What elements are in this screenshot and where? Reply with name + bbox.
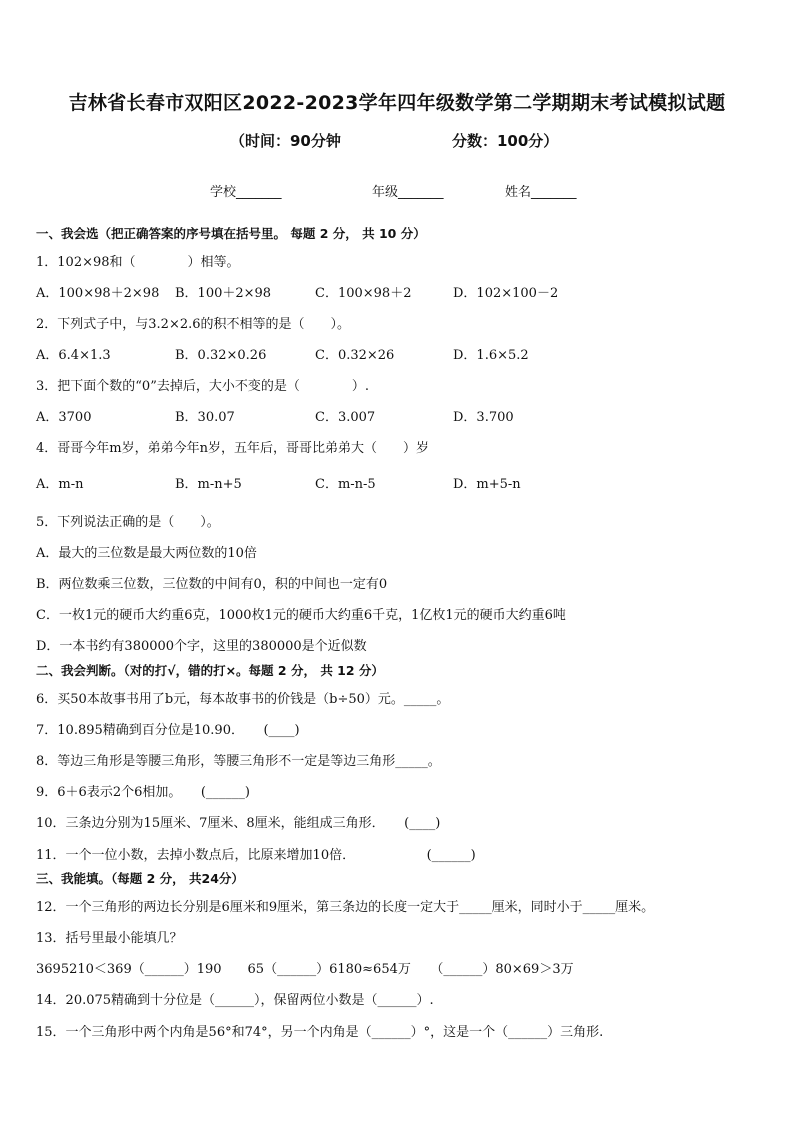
q2-option-a: A．6.4×1.3 bbox=[36, 348, 111, 363]
school-field: 学校_______ bbox=[210, 185, 282, 200]
q2-option-b: B．0.32×0.26 bbox=[175, 348, 267, 363]
question-15: 15．一个三角形中两个内角是56°和74°，另一个内角是（______）°，这是一个（______）三角形. bbox=[36, 1025, 604, 1040]
page-title: 吉林省长春市双阳区2022-2023学年四年级数学第二学期期末考试模拟试题 bbox=[68, 92, 726, 114]
question-9: 9．6＋6表示2个6相加。 (______) bbox=[36, 785, 250, 800]
exam-time: （时间：90分钟 bbox=[230, 132, 341, 150]
question-13-items: 3695210＜369（______）190 65（______）6180≈654万 （______）80×69＞3万 bbox=[36, 962, 574, 977]
q4-option-a: A．m-n bbox=[36, 477, 84, 492]
question-8: 8．等边三角形是等腰三角形，等腰三角形不一定是等边三角形_____。 bbox=[36, 754, 441, 769]
section-heading-1: 一、我会选（把正确答案的序号填在括号里。 每题 2 分， 共 10 分） bbox=[36, 226, 426, 241]
question-6: 6．买50本故事书用了b元，每本故事书的价钱是（b÷50）元。_____。 bbox=[36, 692, 450, 707]
question-12: 12．一个三角形的两边长分别是6厘米和9厘米，第三条边的长度一定大于_____厘米，同时小于_____厘米。 bbox=[36, 900, 655, 915]
q5-option-d: D．一本书约有380000个字，这里的380000是个近似数 bbox=[36, 639, 367, 654]
q3-option-d: D．3.700 bbox=[453, 410, 514, 425]
name-field: 姓名_______ bbox=[505, 185, 577, 200]
q4-option-c: C．m-n-5 bbox=[315, 477, 376, 492]
section-heading-2: 二、我会判断。（对的打√，错的打×。每题 2 分， 共 12 分） bbox=[36, 663, 384, 678]
q3-option-a: A．3700 bbox=[36, 410, 92, 425]
q5-option-a: A．最大的三位数是最大两位数的10倍 bbox=[36, 546, 257, 561]
q1-option-b: B．100＋2×98 bbox=[175, 286, 272, 301]
q5-option-b: B．两位数乘三位数，三位数的中间有0，积的中间也一定有0 bbox=[36, 577, 388, 592]
q3-option-c: C．3.007 bbox=[315, 410, 376, 425]
question-14: 14．20.075精确到十分位是（______），保留两位小数是（______）. bbox=[36, 993, 434, 1008]
question-1: 1．102×98和（ ）相等。 bbox=[36, 255, 240, 270]
question-3: 3．把下面个数的“0”去掉后，大小不变的是（ ）. bbox=[36, 379, 369, 394]
exam-score: 分数：100分） bbox=[452, 132, 559, 150]
question-10: 10．三条边分别为15厘米、7厘米、8厘米，能组成三角形． (____) bbox=[36, 816, 441, 831]
q1-option-d: D．102×100－2 bbox=[453, 286, 559, 301]
question-2: 2．下列式子中，与3.2×2.6的积不相等的是（ ）。 bbox=[36, 317, 351, 332]
question-5: 5．下列说法正确的是（ ）。 bbox=[36, 515, 220, 530]
q1-option-c: C．100×98＋2 bbox=[315, 286, 412, 301]
q4-option-b: B．m-n+5 bbox=[175, 477, 242, 492]
q2-option-c: C．0.32×26 bbox=[315, 348, 395, 363]
section-heading-3: 三、我能填。（每题 2 分， 共24分） bbox=[36, 871, 244, 886]
grade-field: 年级_______ bbox=[372, 185, 444, 200]
question-4: 4．哥哥今年m岁，弟弟今年n岁，五年后，哥哥比弟弟大（ ）岁 bbox=[36, 441, 429, 456]
question-7: 7．10.895精确到百分位是10.90． (____) bbox=[36, 723, 300, 738]
question-11: 11．一个一位小数，去掉小数点后，比原来增加10倍． (______) bbox=[36, 848, 476, 863]
q4-option-d: D．m+5-n bbox=[453, 477, 521, 492]
q5-option-c: C．一枚1元的硬币大约重6克，1000枚1元的硬币大约重6千克，1亿枚1元的硬币大约重6吨 bbox=[36, 608, 566, 623]
question-13: 13．括号里最小能填几？ bbox=[36, 931, 183, 946]
q1-option-a: A．100×98＋2×98 bbox=[36, 286, 160, 301]
q2-option-d: D．1.6×5.2 bbox=[453, 348, 529, 363]
q3-option-b: B．30.07 bbox=[175, 410, 235, 425]
